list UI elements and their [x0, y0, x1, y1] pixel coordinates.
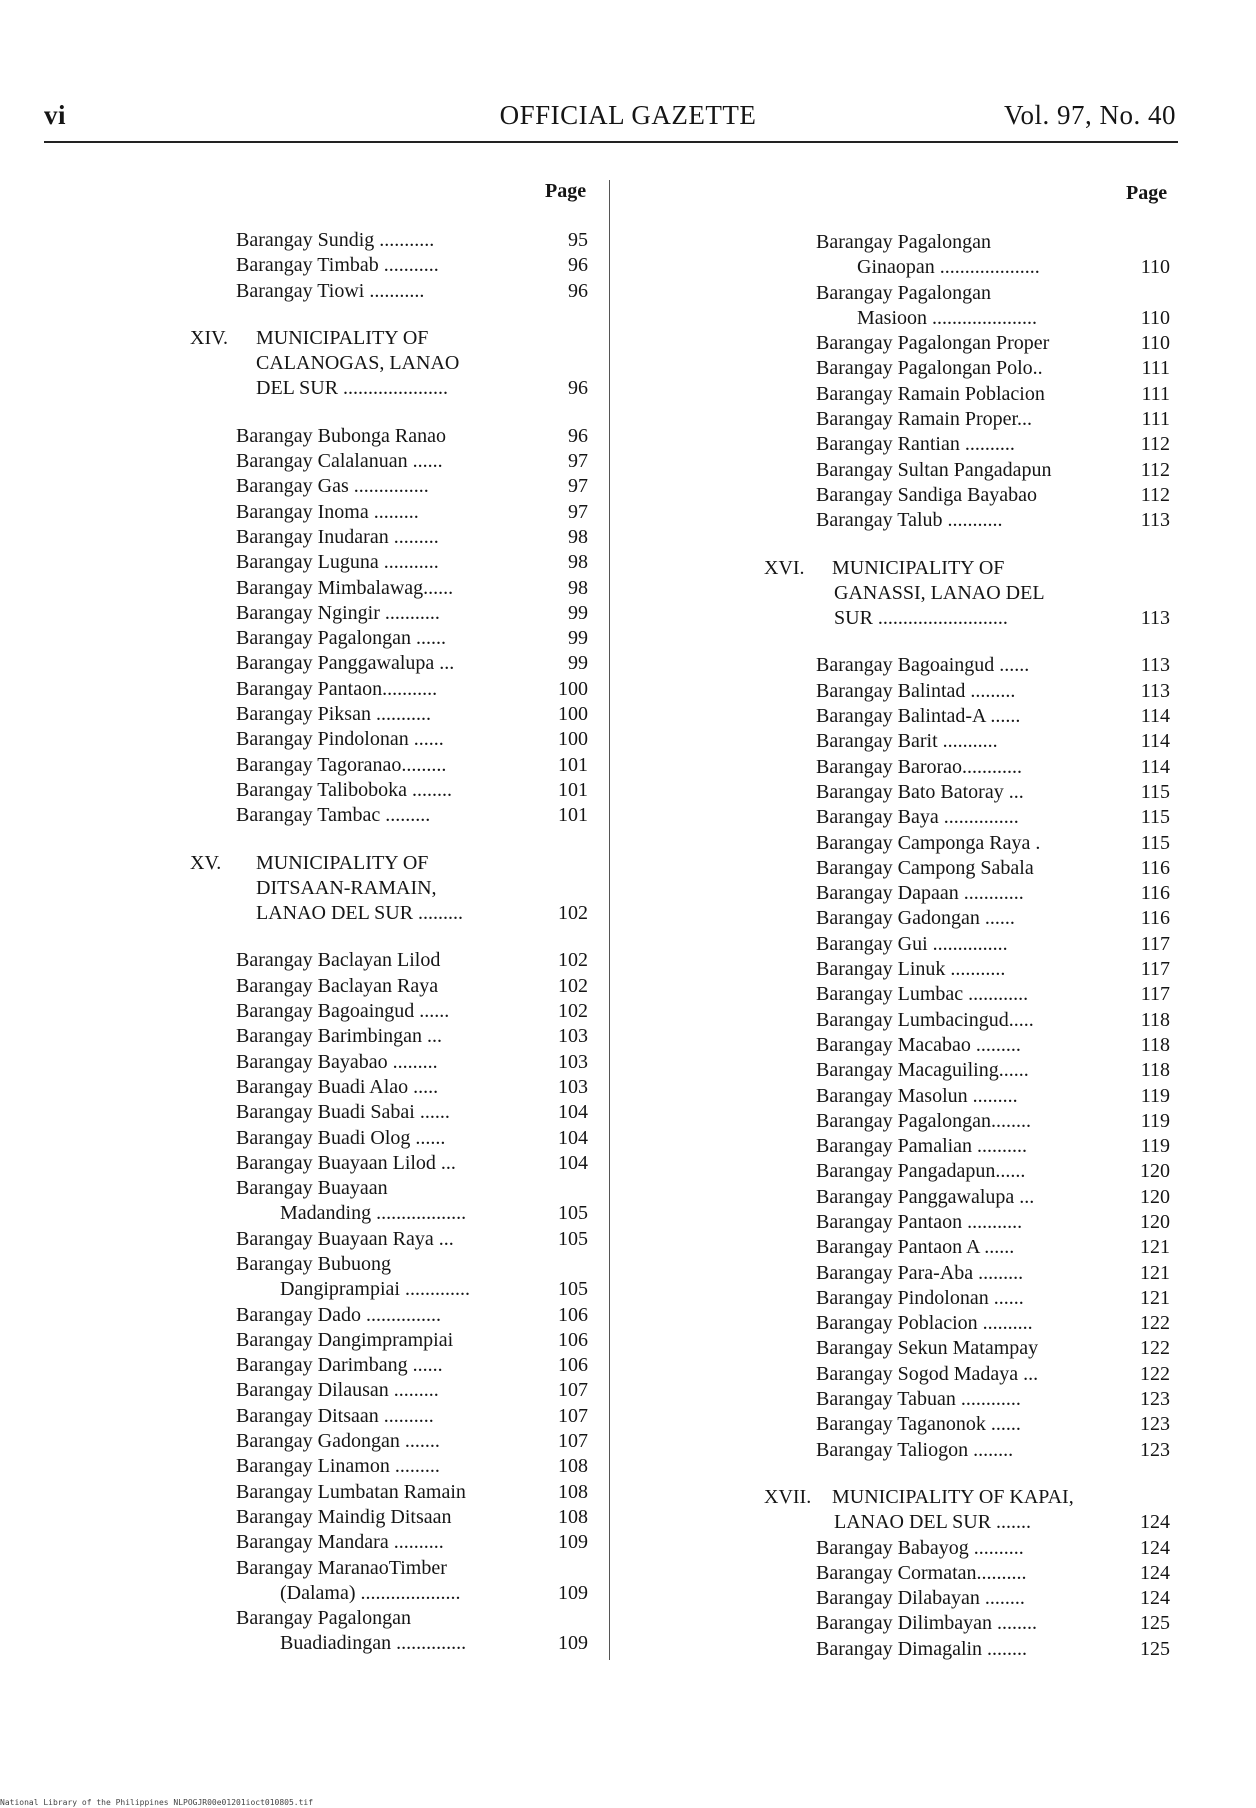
entry-text: MUNICIPALITY OF KAPAI,	[832, 1485, 1074, 1508]
entry-page-number: 120	[1140, 1160, 1170, 1183]
entry-page-number: 106	[558, 1328, 588, 1351]
entry-page-number: 109	[558, 1581, 588, 1604]
entry-page-number: 104	[558, 1151, 588, 1174]
entry-page-number: 96	[568, 254, 588, 277]
entry-text: Barangay Bubuong	[236, 1252, 391, 1275]
entry-text: Barangay Ramain Proper...	[816, 408, 1033, 431]
entry-page-number: 123	[1140, 1388, 1170, 1411]
entry-text: Barangay Baya ...............	[816, 806, 1019, 829]
entry-page-number: 97	[568, 500, 588, 523]
entry-page-number: 107	[558, 1404, 588, 1427]
entry-page-number: 125	[1140, 1612, 1170, 1635]
entry-text: GANASSI, LANAO DEL	[834, 581, 1045, 604]
entry-text: Barangay Darimbang ......	[236, 1354, 443, 1377]
entry-text: Ginaopan ....................	[857, 256, 1040, 279]
entry-page-number: 119	[1140, 1109, 1170, 1132]
entry-page-number: 105	[558, 1227, 588, 1250]
entry-page-number: 102	[558, 974, 588, 997]
entry-text: Barangay Panggawalupa ...	[816, 1185, 1035, 1208]
entry-text: Barangay Gadongan .......	[236, 1430, 440, 1453]
entry-text: Barangay Buayaan Lilod ...	[236, 1151, 456, 1174]
entry-page-number: 98	[568, 551, 588, 574]
entry-page-number: 106	[558, 1354, 588, 1377]
entry-page-number: 103	[558, 1050, 588, 1073]
entry-text: Barangay Dilabayan ........	[816, 1587, 1025, 1610]
entry-text: Barangay Bato Batoray ...	[816, 780, 1024, 803]
entry-text: Barangay Sultan Pangadapun	[816, 458, 1052, 481]
entry-page-number: 101	[558, 753, 588, 776]
entry-page-number: 120	[1140, 1185, 1170, 1208]
entry-text: Barangay Buadi Olog ......	[236, 1126, 446, 1149]
entry-page-number: 109	[558, 1531, 588, 1554]
entry-page-number: 117	[1140, 958, 1170, 981]
entry-text: CALANOGAS, LANAO	[256, 352, 460, 375]
entry-text: Barangay Campong Sabala	[816, 856, 1034, 879]
entry-page-number: 105	[558, 1202, 588, 1225]
entry-text: Barangay Ngingir ...........	[236, 601, 440, 624]
entry-text: Buadiadingan ..............	[280, 1632, 467, 1655]
entry-text: Barangay Balintad-A ......	[816, 705, 1021, 728]
entry-text: Barangay Panggawalupa ...	[236, 652, 455, 675]
entry-page-number: 111	[1141, 357, 1170, 380]
entry-text: Barangay Cormatan..........	[816, 1561, 1027, 1584]
entry-text: Barangay Dapaan ............	[816, 882, 1024, 905]
entry-page-number: 116	[1140, 907, 1170, 930]
entry-text: Barangay Pagalongan........	[816, 1109, 1031, 1132]
entry-page-number: 121	[1140, 1286, 1170, 1309]
entry-page-number: 104	[558, 1101, 588, 1124]
entry-text: DITSAAN-RAMAIN,	[256, 876, 437, 899]
entry-page-number: 124	[1140, 1561, 1170, 1584]
entry-text: Barangay Pagalongan Proper	[816, 332, 1050, 355]
entry-text: Barangay Talub ...........	[816, 509, 1003, 532]
entry-text: Masioon .....................	[857, 306, 1037, 329]
entry-text: Barangay Piksan ...........	[236, 703, 431, 726]
entry-page-number: 115	[1140, 806, 1170, 829]
entry-text: Barangay Gui ...............	[816, 932, 1008, 955]
entry-page-number: 108	[558, 1480, 588, 1503]
entry-text: Barangay Macabao .........	[816, 1033, 1021, 1056]
entry-text: Barangay Pantaon ...........	[816, 1210, 1023, 1233]
entry-page-number: 102	[558, 1000, 588, 1023]
entry-page-number: 112	[1140, 433, 1170, 456]
entry-text: MUNICIPALITY OF	[832, 556, 1005, 579]
section-numeral: XVII.	[764, 1485, 812, 1508]
entry-text: Barangay Pagalongan	[816, 281, 991, 304]
entry-page-number: 106	[558, 1303, 588, 1326]
entry-page-number: 108	[558, 1505, 588, 1528]
entry-text: Barangay Bayabao .........	[236, 1050, 438, 1073]
entry-text: SUR ..........................	[834, 607, 1008, 630]
entry-page-number: 99	[568, 627, 588, 650]
entry-page-number: 96	[568, 377, 588, 400]
entry-text: Barangay Sundig ...........	[236, 229, 435, 251]
entry-page-number: 95	[568, 229, 588, 251]
section-numeral: XV.	[190, 851, 222, 874]
scan-footer: National Library of the Philippines NLPOGJR00e01201ioct010805.tif	[0, 1798, 314, 1807]
entry-text: Barangay Barimbingan ...	[236, 1025, 443, 1048]
entry-text: LANAO DEL SUR .......	[834, 1511, 1032, 1534]
entry-page-number: 113	[1140, 607, 1170, 630]
entry-page-number: 114	[1140, 755, 1170, 778]
entry-text: Barangay Baclayan Raya	[236, 974, 439, 997]
entry-page-number: 103	[558, 1025, 588, 1048]
entry-text: Barangay Pindolonan ......	[816, 1286, 1024, 1309]
entry-page-number: 112	[1140, 483, 1170, 506]
entry-text: Barangay Lumbatan Ramain	[236, 1480, 466, 1503]
entry-page-number: 118	[1140, 1059, 1170, 1082]
entry-page-number: 100	[558, 703, 588, 726]
entry-page-number: 113	[1140, 654, 1170, 677]
entry-text: (Dalama) ....................	[280, 1581, 461, 1604]
page-number: vi	[44, 100, 67, 130]
entry-text: Barangay Linuk ...........	[816, 958, 1006, 981]
entry-page-number: 104	[558, 1126, 588, 1149]
entry-page-number: 122	[1140, 1362, 1170, 1385]
entry-text: Barangay Barorao............	[816, 755, 1023, 778]
entry-text: Barangay Gas ...............	[236, 475, 429, 498]
entry-text: Barangay Ditsaan ..........	[236, 1404, 434, 1427]
entry-text: Barangay Luguna ...........	[236, 551, 439, 574]
entry-page-number: 119	[1140, 1084, 1170, 1107]
entry-text: Barangay Pamalian ..........	[816, 1135, 1028, 1158]
entry-text: MUNICIPALITY OF	[256, 326, 429, 349]
entry-page-number: 101	[558, 778, 588, 801]
publication-title: OFFICIAL GAZETTE	[499, 100, 757, 130]
entry-text: Barangay MaranaoTimber	[236, 1556, 447, 1579]
entry-page-number: 97	[568, 475, 588, 498]
entry-page-number: 96	[568, 424, 588, 447]
entry-text: Barangay Babayog ..........	[816, 1536, 1024, 1559]
entry-text: MUNICIPALITY OF	[256, 851, 429, 874]
entry-page-number: 103	[558, 1075, 588, 1098]
entry-page-number: 100	[558, 728, 588, 751]
entry-text: Barangay Dilausan .........	[236, 1379, 439, 1402]
entry-page-number: 112	[1140, 458, 1170, 481]
entry-text: Barangay Mandara ..........	[236, 1531, 444, 1554]
entry-text: Barangay Bagoaingud ......	[236, 1000, 450, 1023]
entry-page-number: 102	[558, 902, 588, 925]
entry-text: Barangay Bubonga Ranao	[236, 424, 446, 447]
entry-page-number: 121	[1140, 1236, 1170, 1259]
entry-text: Barangay Dilimbayan ........	[816, 1612, 1038, 1635]
entry-page-number: 124	[1140, 1511, 1170, 1534]
entry-page-number: 124	[1140, 1587, 1170, 1610]
section-numeral: XVI.	[764, 556, 805, 579]
entry-text: Dangiprampiai .............	[280, 1278, 470, 1301]
entry-text: Barangay Tiowi ...........	[236, 279, 425, 302]
entry-text: Barangay Pagalongan	[236, 1607, 411, 1630]
entry-text: Barangay Linamon .........	[236, 1455, 440, 1478]
entry-text: Barangay Sandiga Bayabao	[816, 483, 1038, 506]
entry-page-number: 125	[1140, 1637, 1170, 1660]
entry-page-number: 116	[1140, 856, 1170, 879]
entry-text: Barangay Tabuan ............	[816, 1388, 1021, 1411]
entry-text: Barangay Macaguiling......	[816, 1059, 1029, 1082]
left-page-heading: Page	[545, 180, 587, 202]
entry-page-number: 117	[1140, 983, 1170, 1006]
entry-page-number: 107	[558, 1379, 588, 1402]
entry-page-number: 113	[1140, 679, 1170, 702]
entry-text: Barangay Pantaon A ......	[816, 1236, 1015, 1259]
entry-page-number: 100	[558, 677, 588, 700]
entry-text: Barangay Inoma .........	[236, 500, 419, 523]
volume-number: Vol. 97, No. 40	[1003, 100, 1176, 130]
entry-page-number: 96	[568, 279, 588, 302]
entry-text: DEL SUR .....................	[256, 377, 449, 400]
entry-text: Barangay Inudaran .........	[236, 525, 439, 548]
entry-text: Barangay Dado ...............	[236, 1303, 441, 1326]
entry-text: Barangay Taliboboka ........	[236, 778, 452, 801]
entry-text: Barangay Sogod Madaya ...	[816, 1362, 1039, 1385]
entry-text: Barangay Gadongan ......	[816, 907, 1015, 930]
entry-text: Barangay Masolun .........	[816, 1084, 1018, 1107]
entry-text: Barangay Buadi Alao .....	[236, 1075, 439, 1098]
entry-page-number: 108	[558, 1455, 588, 1478]
entry-page-number: 124	[1140, 1536, 1170, 1559]
entry-text: Barangay Baclayan Lilod	[236, 949, 441, 972]
entry-page-number: 120	[1140, 1210, 1170, 1233]
entry-text: Barangay Taliogon ........	[816, 1438, 1014, 1461]
entry-page-number: 102	[558, 949, 588, 972]
entry-page-number: 99	[568, 652, 588, 675]
header-rule	[44, 141, 1178, 143]
entry-page-number: 99	[568, 601, 588, 624]
entry-text: Barangay Taganonok ......	[816, 1413, 1021, 1436]
entry-page-number: 116	[1140, 882, 1170, 905]
entry-text: Barangay Pagalongan ......	[236, 627, 446, 650]
entry-page-number: 113	[1140, 509, 1170, 532]
entry-page-number: 118	[1140, 1008, 1170, 1031]
column-divider	[609, 180, 610, 1660]
entry-text: LANAO DEL SUR .........	[256, 902, 464, 925]
entry-page-number: 122	[1140, 1337, 1170, 1360]
entry-text: Barangay Pindolonan ......	[236, 728, 444, 751]
entry-text: Barangay Maindig Ditsaan	[236, 1505, 452, 1528]
entry-text: Barangay Dangimprampiai	[236, 1328, 454, 1351]
entry-page-number: 111	[1141, 382, 1170, 405]
entry-text: Barangay Ramain Poblacion	[816, 382, 1045, 405]
entry-page-number: 97	[568, 450, 588, 473]
entry-text: Barangay Para-Aba .........	[816, 1261, 1024, 1284]
entry-page-number: 98	[568, 576, 588, 599]
entry-text: Barangay Pantaon...........	[236, 677, 438, 700]
entry-text: Barangay Buayaan Raya ...	[236, 1227, 454, 1250]
entry-text: Barangay Buayaan	[236, 1177, 388, 1200]
entry-page-number: 119	[1140, 1135, 1170, 1158]
entry-page-number: 110	[1140, 256, 1170, 279]
section-numeral: XIV.	[190, 326, 228, 349]
entry-page-number: 115	[1140, 831, 1170, 854]
entry-page-number: 110	[1140, 306, 1170, 329]
entry-page-number: 123	[1140, 1438, 1170, 1461]
entry-page-number: 121	[1140, 1261, 1170, 1284]
entry-text: Barangay Dimagalin ........	[816, 1637, 1028, 1660]
entry-page-number: 118	[1140, 1033, 1170, 1056]
entry-text: Barangay Buadi Sabai ......	[236, 1101, 450, 1124]
entry-text: Barangay Rantian ..........	[816, 433, 1015, 456]
entry-page-number: 123	[1140, 1413, 1170, 1436]
entry-page-number: 107	[558, 1430, 588, 1453]
entry-text: Barangay Poblacion ..........	[816, 1312, 1033, 1335]
entry-text: Barangay Tagoranao.........	[236, 753, 447, 776]
entry-text: Barangay Pagalongan Polo..	[816, 357, 1043, 380]
entry-text: Barangay Pagalongan	[816, 231, 991, 253]
entry-page-number: 98	[568, 525, 588, 548]
entry-text: Barangay Lumbacingud.....	[816, 1008, 1034, 1031]
entry-text: Barangay Pangadapun......	[816, 1160, 1026, 1183]
entry-page-number: 117	[1140, 932, 1170, 955]
entry-page-number: 110	[1140, 332, 1170, 355]
entry-text: Barangay Balintad .........	[816, 679, 1016, 702]
entry-text: Barangay Sekun Matampay	[816, 1337, 1039, 1360]
entry-text: Barangay Tambac .........	[236, 804, 431, 827]
entry-page-number: 105	[558, 1278, 588, 1301]
entry-page-number: 101	[558, 804, 588, 827]
entry-text: Madanding ..................	[280, 1202, 467, 1225]
entry-page-number: 115	[1140, 780, 1170, 803]
entry-text: Barangay Bagoaingud ......	[816, 654, 1030, 677]
entry-text: Barangay Mimbalawag......	[236, 576, 454, 599]
entry-page-number: 122	[1140, 1312, 1170, 1335]
entry-text: Barangay Lumbac ............	[816, 983, 1029, 1006]
entry-text: Barangay Camponga Raya .	[816, 831, 1041, 854]
entry-page-number: 114	[1140, 705, 1170, 728]
entry-page-number: 109	[558, 1632, 588, 1655]
entry-page-number: 111	[1141, 408, 1170, 431]
entry-page-number: 114	[1140, 730, 1170, 753]
entry-text: Barangay Barit ...........	[816, 730, 998, 753]
entry-text: Barangay Timbab ...........	[236, 254, 439, 277]
entry-text: Barangay Calalanuan ......	[236, 450, 443, 473]
right-page-heading: Page	[1126, 182, 1168, 204]
